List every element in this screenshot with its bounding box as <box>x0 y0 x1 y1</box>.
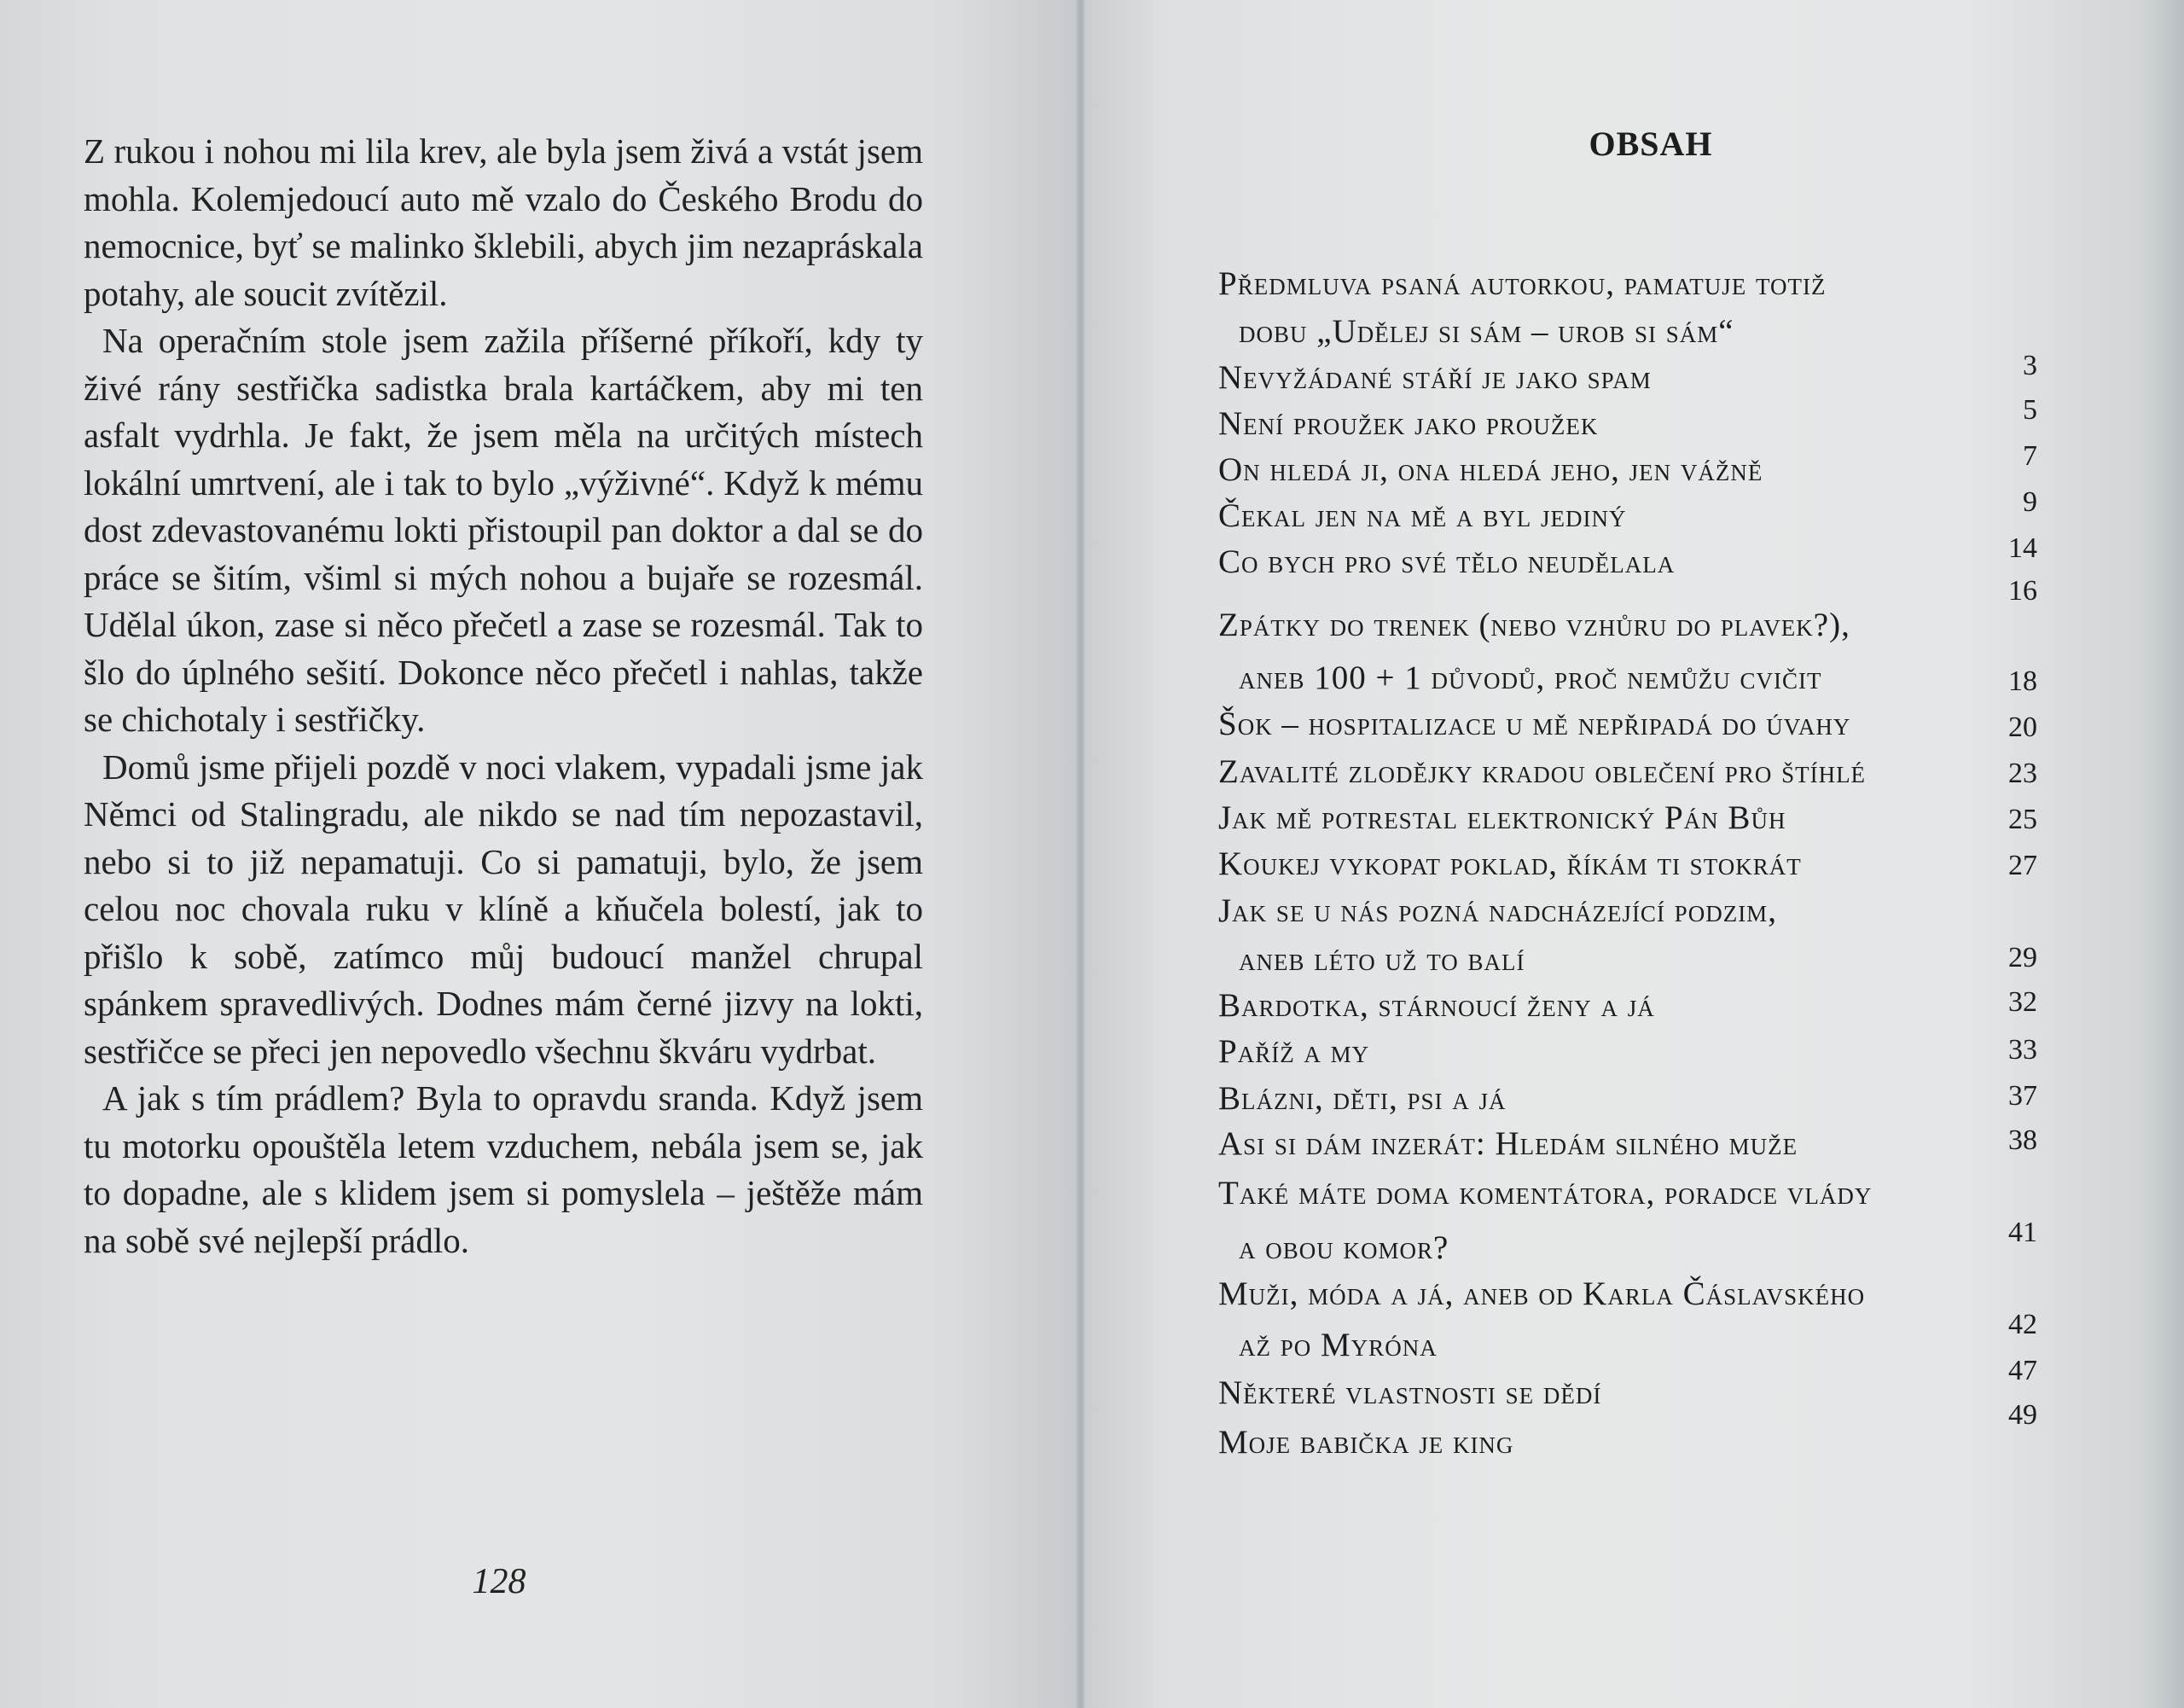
toc-entry: On hledá ji, ona hledá jeho, jen vážně <box>1218 451 1763 488</box>
toc-page-number: 23 <box>2008 758 2037 789</box>
paragraph: Na operačním stole jsem zažila příšerné příkoří, kdy ty živé rány sestřička sadistka brala kartáčkem, aby mi ten asfalt vydrhla. Je fakt, že jsem měla na určitých místech lokální umrtvení, ale i tak to bylo „výživné“. Když k mému dost zdevastovanému lokti přistoupil pan doktor a dal se do práce se šitím, všiml si mých nohou a bujaře se rozesmál. Udělal úkon, zase si něco přečetl a zase se rozesmál. Tak to šlo do úplného sešití. Dokonce něco přečetl i nahlas, takže se chichotaly i sestřičky. <box>84 321 923 739</box>
toc-entry: Blázni, děti, psi a já <box>1218 1080 1507 1117</box>
toc-page-number: 16 <box>2008 575 2037 607</box>
toc-page-number: 3 <box>2023 350 2037 381</box>
toc-entry-continuation: až po Myróna <box>1239 1327 1438 1363</box>
toc-entry: Zavalité zlodějky kradou oblečení pro štíhlé <box>1218 753 1867 790</box>
toc-title: OBSAH <box>1589 125 1713 163</box>
paragraph: Domů jsme přijeli pozdě v noci vlakem, vypadali jsme jak Němci od Stalingradu, ale nikdo se nad tím nepozastavil, nebo si to již nepamatuji. Co si pamatuji, bylo, že jsem celou noc chovala ruku v klíně a kňučela bolestí, jak to přišlo k sobě, zatímco můj budoucí manžel chrupal spánkem spravedlivých. Dodnes mám černé jizvy na lokti, sestřičce se přeci jen nepovedlo všechnu škváru vydrbat. <box>84 747 923 1071</box>
toc-page-number: 25 <box>2008 804 2037 835</box>
toc-page-number: 9 <box>2023 486 2037 518</box>
toc-entry-continuation: dobu „Udělej si sám – urob si sám“ <box>1239 313 1734 350</box>
page-number: 128 <box>472 1562 526 1601</box>
toc-entry: Jak mě potrestal elektronický Pán Bůh <box>1218 799 1786 836</box>
toc-page-number: 49 <box>2008 1399 2037 1431</box>
toc-entry-continuation: a obou komor? <box>1239 1229 1449 1266</box>
toc-entry: Čekal jen na mě a byl jediný <box>1218 497 1627 534</box>
toc-page-number: 5 <box>2023 394 2037 426</box>
paragraph: A jak s tím prádlem? Byla to opravdu sranda. Když jsem tu motorku opouštěla letem vzduchem, nebála jsem se, jak to dopadne, ale s klidem jsem si pomyslela – ještěže mám na sobě své nejlepší prádlo. <box>84 1078 923 1260</box>
toc-entry-continuation: aneb léto už to balí <box>1239 941 1525 978</box>
toc-page-number: 47 <box>2008 1355 2037 1386</box>
left-page <box>0 0 1082 1708</box>
toc-page-number: 20 <box>2008 712 2037 743</box>
toc-entry: Koukej vykopat poklad, říkám ti stokrát <box>1218 845 1802 882</box>
toc-entry: Také máte doma komentátora, poradce vlády <box>1218 1175 1873 1211</box>
toc-entry: Paříž a my <box>1218 1033 1370 1070</box>
toc-page-number: 18 <box>2008 665 2037 697</box>
toc-page-number: 27 <box>2008 850 2037 881</box>
toc-page-number: 29 <box>2008 942 2037 973</box>
book-gutter <box>1077 0 1085 1708</box>
toc-entry: Asi si dám inzerát: Hledám silného muže <box>1218 1125 1798 1162</box>
toc-page-number: 42 <box>2008 1309 2037 1340</box>
toc-entry: Co bych pro své tělo neudělala <box>1218 543 1676 580</box>
toc-entry: Šok – hospitalizace u mě nepřipadá do úvahy <box>1218 706 1851 742</box>
toc-entry: Zpátky do trenek (nebo vzhůru do plavek?), <box>1218 607 1850 643</box>
body-text <box>84 128 923 1264</box>
toc-entry-continuation: aneb 100 + 1 důvodů, proč nemůžu cvičit <box>1239 659 1822 696</box>
toc-entry: Nevyžádané stáří je jako spam <box>1218 359 1652 396</box>
toc-entry: Moje babička je king <box>1218 1424 1514 1461</box>
toc-entry: Některé vlastnosti se dědí <box>1218 1374 1602 1411</box>
toc-entry: Jak se u nás pozná nadcházející podzim, <box>1218 892 1777 929</box>
toc-page-number: 33 <box>2008 1034 2037 1066</box>
toc-page-number: 38 <box>2008 1124 2037 1156</box>
toc-page-number: 32 <box>2008 986 2037 1018</box>
paragraph: Z rukou i nohou mi lila krev, ale byla jsem živá a vstát jsem mohla. Kolemjedoucí auto mě vzalo do Českého Brodu do nemocnice, byť se malinko šklebili, abych jim nezapráskala potahy, ale soucit zvítězil. <box>84 131 923 313</box>
toc-page-number: 37 <box>2008 1080 2037 1112</box>
toc-page-number: 7 <box>2023 440 2037 472</box>
toc-entry: Předmluva psaná autorkou, pamatuje totiž <box>1218 265 1827 302</box>
toc-entry: Bardotka, stárnoucí ženy a já <box>1218 987 1655 1024</box>
toc-entry: Muži, móda a já, aneb od Karla Čáslavského <box>1218 1275 1866 1312</box>
toc-entry: Není proužek jako proužek <box>1218 405 1599 442</box>
toc-page-number: 14 <box>2008 532 2037 564</box>
toc-page-number: 41 <box>2008 1217 2037 1248</box>
